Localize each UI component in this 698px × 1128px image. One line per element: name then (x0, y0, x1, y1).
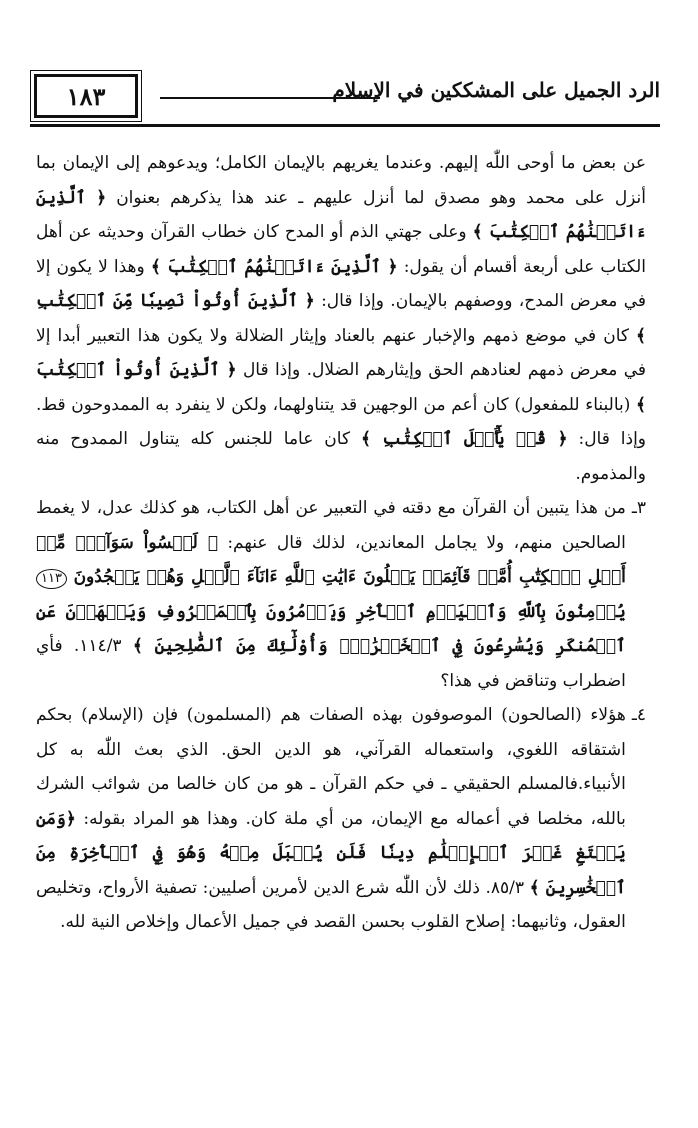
quran-quote-4: ﴿ ٱلَّذِينَ أُوتُواْ ٱلۡكِتَٰبَ ﴾ (36, 360, 646, 415)
header-underline (30, 124, 660, 127)
opening-text-4: كان في موضع ذمهم والإخبار عنهم بالعناد وإيثار الضلالة ولا يكون هذا التعبير أبدا إلا في معرض ذمهم لعنادهم الحق وإيثارهم الضلال. وإذا قال (36, 325, 646, 380)
item-number: ٤ـ (631, 705, 646, 725)
opening-text-1: عن بعض ما أوحى اللّٰه إليهم. وعندما يغريهم بالإيمان الكامل؛ ويدعوهم إلى الإيمان بما أنزل على محمد وهو مصدق لما أنزل عليهم ـ عند هذا يذكرهم بعنوان (36, 153, 647, 208)
verse-number-marker: ١١٣ (36, 569, 67, 589)
item4-text-2: ٨٥/٣. ذلك لأن اللّٰه شرع الدين لأمرين أصليين: تصفية الأرواح، وتخليص العقول، وثانيهما: إصلاح القلوب بحسن القصد في جميل الأعمال وإخلاص النية لله. (36, 877, 626, 932)
page-number-box (34, 74, 138, 118)
item4-text-1: هؤلاء (الصالحون) الموصوفون بهذه الصفات هم (المسلمون) فإن (الإسلام) بحكم اشتقاقه اللغوي، واستعماله القرآني، هو الدين الحق. الذي بعث اللّٰه به كل الأنبياء.فالمسلم الحقيقي ـ في حكم القرآن ـ هو من كان خالصا من شوائب الشرك بالله، مخلصا في أعماله مع الإيمان، من أي ملة كان. وهذا هو المراد بقوله: (36, 705, 626, 829)
item3-text-2: ١١٤/٣. فأي اضطراب وتناقض في هذا؟ (36, 636, 626, 691)
quran-quote-5: ﴿ قُلۡ يَٰٓأَهۡلَ ٱلۡكِتَٰبِ ﴾ (360, 429, 568, 449)
quran-quote-7: يُؤۡمِنُونَ بِٱللَّهِ وَٱلۡيَوۡمِ ٱلۡأٓخِرِ وَيَأۡمُرُونَ بِٱلۡمَعۡرُوفِ وَيَنۡهَوۡنَ عَنِ ٱلۡمُنكَرِ وَيُسَٰرِعُونَ فِي ٱلۡخَيۡرَٰتِۖ وَأُوْلَٰٓئِكَ مِنَ ٱلصَّٰلِحِينَ ﴾ (36, 601, 626, 656)
page-number: ١٨٣ (66, 81, 106, 111)
opening-text-2: وعلى جهتي الذم أو المدح كان خطاب القرآن وحديثه عن أهل الكتاب على أربعة أقسام أن يقول: (36, 222, 647, 277)
item3-text-1: من هذا يتبين أن القرآن مع دقته في التعبير عن أهل الكتاب، هو كذلك عدل، لا يغمط الصالحين منهم، ولا يجامل المعاندين، لذلك قال عنهم: (36, 498, 626, 553)
item-text (36, 491, 626, 698)
quran-quote-1: ﴿ ٱلَّذِينَ ءَاتَيۡنَٰهُمُ ٱلۡكِتَٰبَ ﴾ (36, 187, 646, 242)
quran-quote-2: ﴿ ٱلَّذِينَ ءَاتَيۡنَٰهُمُ ٱلۡكِتَٰبَ ﴾ (150, 256, 398, 277)
item-number: ٣ـ (631, 498, 646, 518)
quran-quote-6: ﴿ لَيۡسُواْ سَوَآءٗۗ مِّنۡ أَهۡلِ ٱلۡكِتَٰبِ أُمَّةٞ قَآئِمَةٞ يَتۡلُونَ ءَايَٰتِ ٱللَّهِ ءَانَآءَ ٱلَّيۡلِ وَهُمۡ يَسۡجُدُونَ (36, 532, 626, 587)
quran-quote-8: ﴿وَمَن يَبۡتَغِ غَيۡرَ ٱلۡإِسۡلَٰمِ دِينٗا فَلَن يُقۡبَلَ مِنۡهُ وَهُوَ فِي ٱلۡأٓخِرَةِ مِنَ ٱلۡخَٰسِرِينَ ﴾ (36, 808, 626, 898)
opening-paragraph (36, 146, 646, 491)
page-body (36, 146, 646, 940)
numbered-item-4 (36, 698, 646, 940)
numbered-item-3 (36, 491, 646, 698)
running-title: الرد الجميل على المشككين في الإسلام (332, 78, 660, 102)
item-text (36, 698, 626, 940)
opening-text-3: وهذا لا يكون إلا في معرض المدح، ووصفهم بالإيمان. وإذا قال: (36, 256, 646, 311)
opening-text-5: (بالبناء للمفعول) كان أعم من الوجهين قد يتناولهما، ولكن لا ينفرد به الممدوحون قط. وإذا قال: (36, 394, 646, 449)
opening-text-6: كان عاما للجنس كله يتناول الممدوح منه والمذموم. (36, 429, 646, 484)
quran-quote-3: ﴿ ٱلَّذِينَ أُوتُواْ نَصِيبٗا مِّنَ ٱلۡكِتَٰبِ ﴾ (36, 291, 647, 346)
page-header (30, 70, 660, 126)
